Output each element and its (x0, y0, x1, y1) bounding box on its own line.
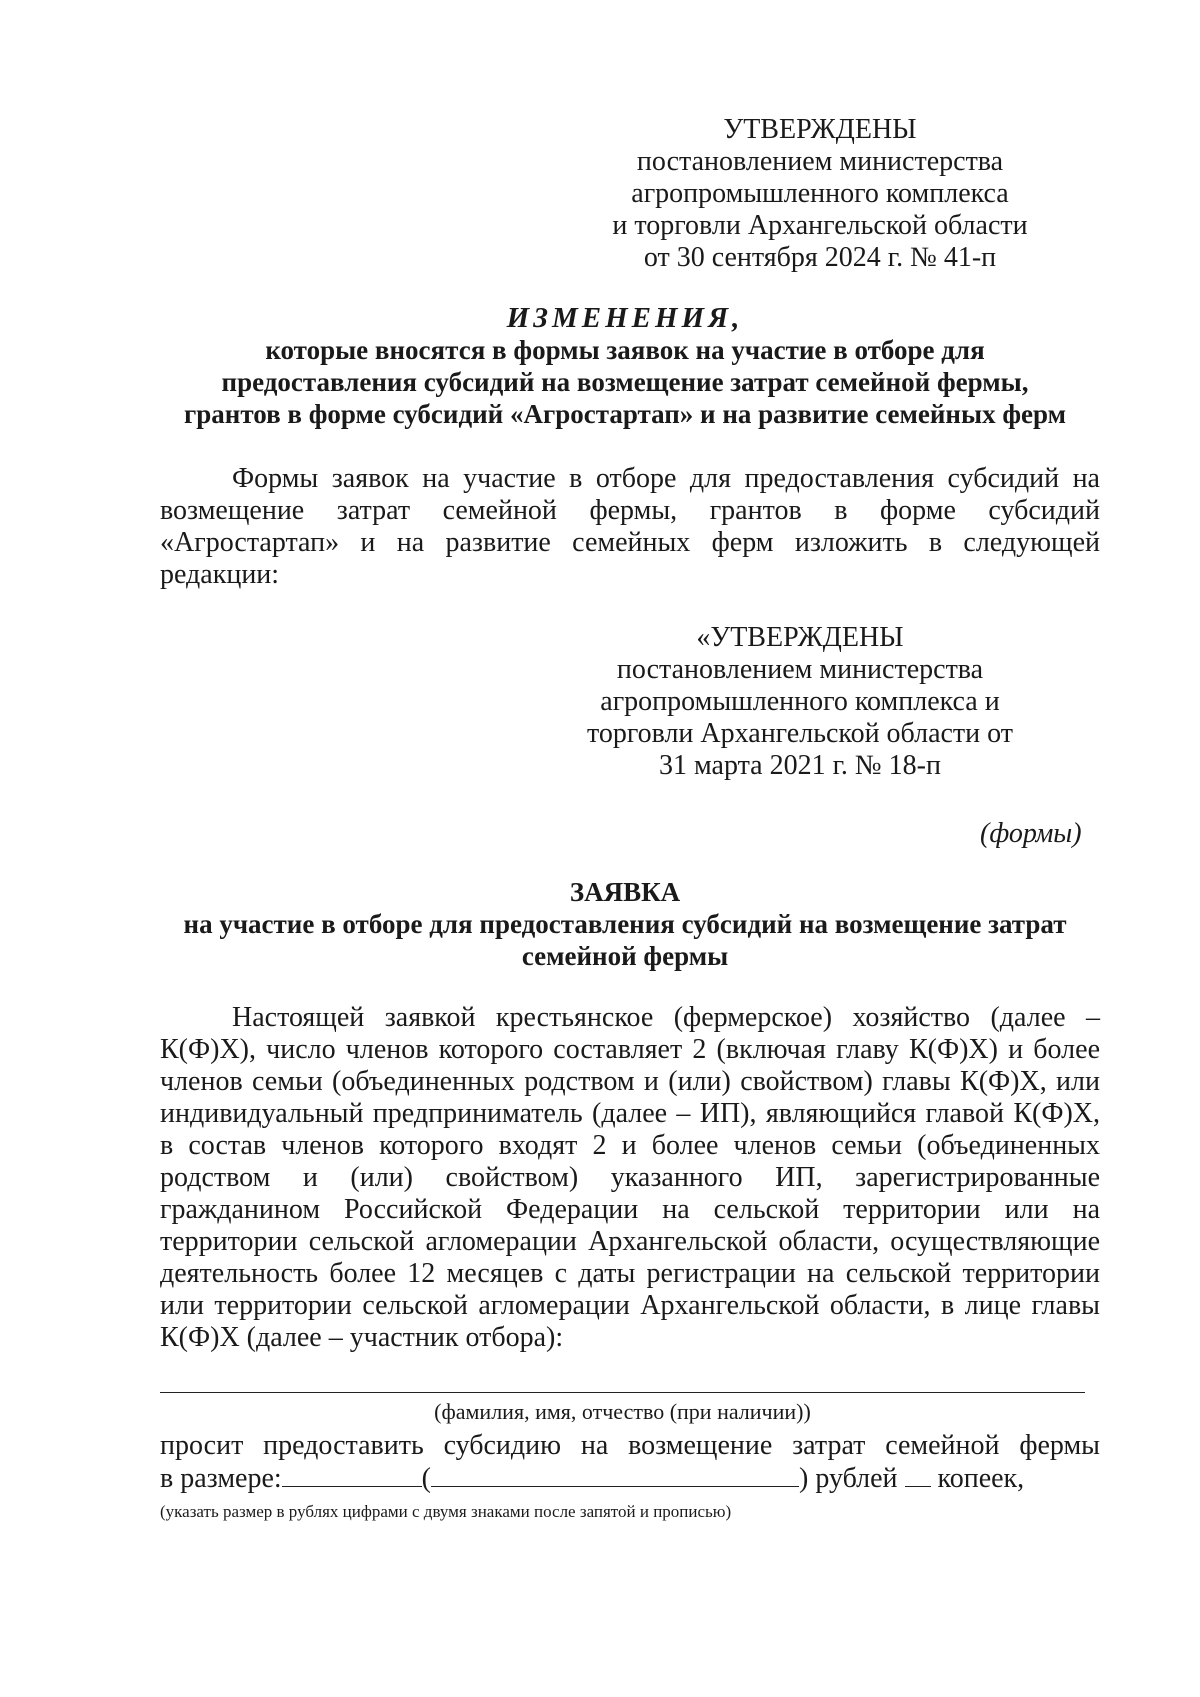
amount-rubles-label: ) рублей (799, 1463, 898, 1494)
changes-subtitle-line: предоставления субсидий на возмещение затрат семейной фермы, (221, 367, 1029, 397)
amount-line (160, 1462, 1100, 1495)
approval-heading: «УТВЕРЖДЕНЫ (696, 622, 904, 653)
approval-heading: УТВЕРЖДЕНЫ (723, 114, 917, 145)
approval-line: постановлением министерства (636, 146, 1004, 177)
amount-open-paren: ( (421, 1463, 431, 1494)
amount-prefix: в размере: (160, 1463, 282, 1494)
zayavka-title: ЗАЯВКА (569, 877, 681, 907)
amount-words-blank[interactable] (431, 1462, 799, 1487)
approval-block-top (560, 114, 1080, 274)
approval-block-second (540, 622, 1060, 782)
zayavka-subtitle-line: на участие в отборе для предоставления субсидий на возмещение затрат (183, 909, 1067, 939)
intro-paragraph: Формы заявок на участие в отборе для предоставления субсидий на возмещение затрат семейной фермы, грантов в форме субсидий «Агростартап» и на развитие семейных ферм изложить в следующей редакции: (160, 463, 1100, 590)
changes-subtitle-line: которые вносятся в формы заявок на участие в отборе для (265, 335, 985, 365)
changes-title: ИЗМЕНЕНИЯ, (506, 302, 744, 334)
approval-line: и торговли Архангельской области (612, 210, 1028, 241)
changes-title-block (150, 302, 1100, 430)
approval-line: агропромышленного комплекса и (600, 686, 1000, 717)
amount-kopecks-label: копеек, (937, 1463, 1025, 1494)
approval-line: постановлением министерства (616, 654, 984, 685)
approval-line: от 30 сентября 2024 г. № 41-п (643, 242, 997, 273)
changes-subtitle-line: грантов в форме субсидий «Агростартап» и на развитие семейных ферм (184, 399, 1066, 429)
fio-caption: (фамилия, имя, отчество (при наличии)) (434, 1399, 811, 1424)
kopecks-blank[interactable] (905, 1462, 931, 1487)
forms-label: (формы) (980, 818, 1082, 849)
amount-digits-blank[interactable] (282, 1462, 422, 1487)
request-text: просит предоставить субсидию на возмещение затрат семейной фермы (160, 1430, 1100, 1461)
amount-caption: (указать размер в рублях цифрами с двумя знаками после запятой и прописью) (160, 1502, 732, 1521)
approval-line: агропромышленного комплекса (631, 178, 1009, 209)
approval-line: торговли Архангельской области от (586, 718, 1014, 749)
zayavka-subtitle-line: семейной фермы (521, 941, 729, 971)
participant-name-fill-line[interactable] (160, 1392, 1085, 1393)
zayavka-title-block (150, 876, 1100, 972)
application-body-paragraph: Настоящей заявкой крестьянское (фермерское) хозяйство (далее – К(Ф)Х), число членов которого составляет 2 (включая главу К(Ф)Х) и более членов семьи (объединенных родством и (или) свойством) главы К(Ф)Х, или индивидуальный предприниматель (далее – ИП), являющийся главой К(Ф)Х, в состав членов которого входят 2 и более членов семьи (объединенных родством и (или) свойством) указанного ИП, зарегистрированные гражданином Российской Федерации на сельской территории или на территории сельской агломерации Архангельской области, осуществляющие деятельность более 12 месяцев с даты регистрации на сельской территории или территории сельской агломерации Архангельской области, в лице главы К(Ф)Х (далее – участник отбора): (160, 1002, 1100, 1353)
approval-line: 31 марта 2021 г. № 18-п (659, 750, 941, 781)
